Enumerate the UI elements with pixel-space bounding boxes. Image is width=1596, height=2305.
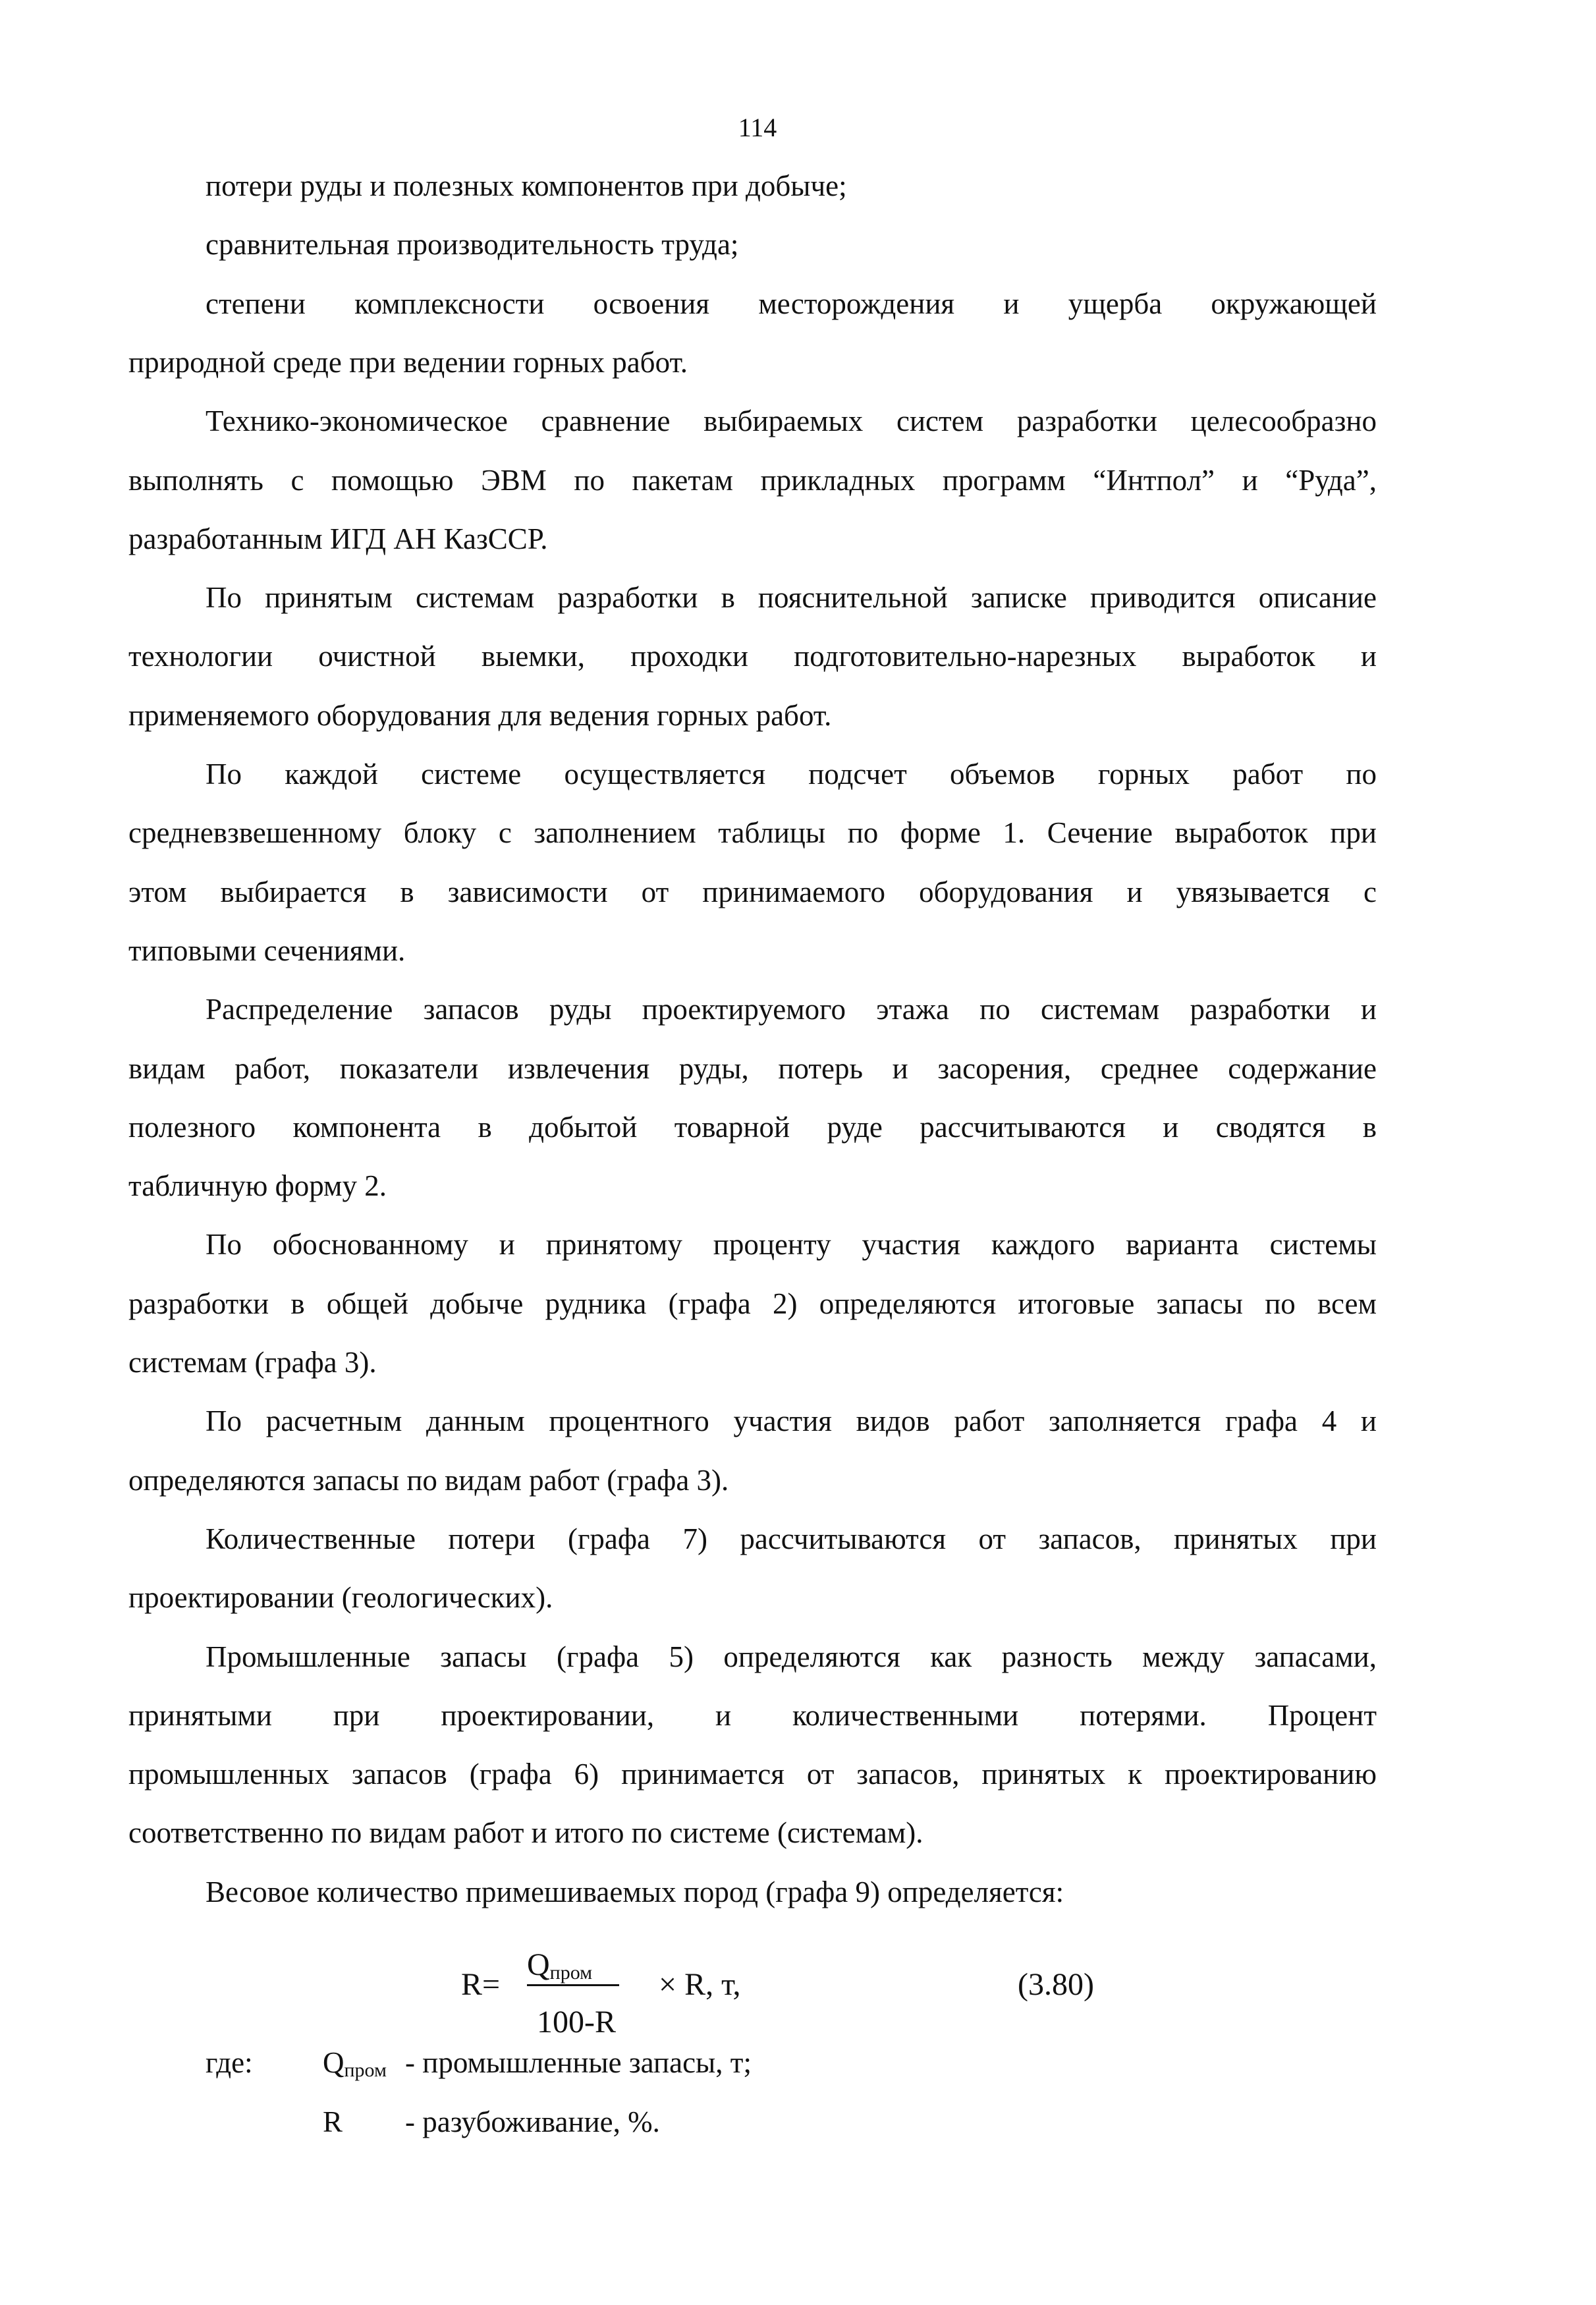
- text-line: разработанным ИГД АН КазССР.: [128, 522, 548, 555]
- text-line: применяемого оборудования для ведения горных работ.: [128, 698, 832, 732]
- text-line: природной среде при ведении горных работ.: [128, 345, 688, 379]
- definition-symbol-q: $Q_{пром}$: [323, 2046, 387, 2081]
- text-line: По расчетным данным процентного участия видов работ заполняется графа 4 и: [206, 1404, 1377, 1438]
- formula-numerator: [527, 1947, 592, 1984]
- formula-numerator-sub: пром: [549, 1962, 593, 1984]
- text-line: Количественные потери (графа 7) рассчитываются от запасов, принятых при: [206, 1522, 1377, 1555]
- text-line: определяются запасы по видам работ (графа 3).: [128, 1463, 729, 1497]
- text-line: Весовое количество примешиваемых пород (графа 9) определяется:: [206, 1875, 1064, 1908]
- page-number: 114: [738, 113, 777, 142]
- text-line: средневзвешенному блоку с заполнением таблицы по форме 1. Сечение выработок при: [128, 816, 1377, 850]
- text-line: видам работ, показатели извлечения руды, потерь и засорения, среднее содержание: [128, 1051, 1377, 1085]
- text-line: принятыми при проектировании, и количественными потерями. Процент: [128, 1698, 1377, 1732]
- text-line: Технико-экономическое сравнение выбираемых систем разработки целесообразно: [206, 404, 1377, 438]
- text-line: потери руды и полезных компонентов при добыче;: [206, 169, 847, 202]
- definitions-where: где:: [206, 2046, 253, 2079]
- text-line: соответственно по видам работ и итого по системе (системам).: [128, 1816, 923, 1850]
- text-line: выполнять с помощью ЭВМ по пакетам прикладных программ “Интпол” и “Руда”,: [128, 463, 1377, 497]
- text-line: сравнительная производительность труда;: [206, 228, 739, 262]
- text-line: промышленных запасов (графа 6) принимается от запасов, принятых к проектированию: [128, 1758, 1377, 1791]
- formula-lhs: R=: [461, 1967, 501, 2002]
- fraction-bar: [527, 1984, 619, 1986]
- text-line: системам (графа 3).: [128, 1346, 377, 1379]
- text-line: проектировании (геологических).: [128, 1581, 553, 1615]
- formula-denominator: 100-R: [537, 2005, 616, 2040]
- text-line: По принятым системам разработки в пояснительной записке приводится описание: [206, 581, 1377, 615]
- text-line: По каждой системе осуществляется подсчет объемов горных работ по: [206, 758, 1377, 791]
- formula-rhs: × R, т,: [659, 1967, 741, 2002]
- text-line: типовыми сечениями.: [128, 933, 406, 967]
- definition-text-q: - промышленные запасы, т;: [405, 2046, 752, 2079]
- text-line: табличную форму 2.: [128, 1169, 387, 1203]
- text-line: Промышленные запасы (графа 5) определяются как разность между запасами,: [206, 1640, 1377, 1673]
- formula-numerator-main: Q: [527, 1947, 550, 1982]
- text-line: степени комплексности освоения месторождения и ущерба окружающей: [206, 287, 1377, 320]
- text-line: Распределение запасов руды проектируемого этажа по системам разработки и: [206, 993, 1377, 1026]
- text-line: этом выбирается в зависимости от принимаемого оборудования и увязывается с: [128, 875, 1377, 908]
- text-line: полезного компонента в добытой товарной руде рассчитываются и сводятся в: [128, 1110, 1377, 1144]
- text-line: разработки в общей добыче рудника (графа 2) определяются итоговые запасы по всем: [128, 1287, 1377, 1320]
- definition-text-r: - разубоживание, %.: [405, 2105, 660, 2138]
- definition-symbol-r: R: [323, 2105, 343, 2138]
- formula-number: (3.80): [1018, 1967, 1094, 2002]
- text-line: технологии очистной выемки, проходки подготовительно-нарезных выработок и: [128, 640, 1377, 673]
- text-line: По обоснованному и принятому проценту участия каждого варианта системы: [206, 1228, 1377, 1262]
